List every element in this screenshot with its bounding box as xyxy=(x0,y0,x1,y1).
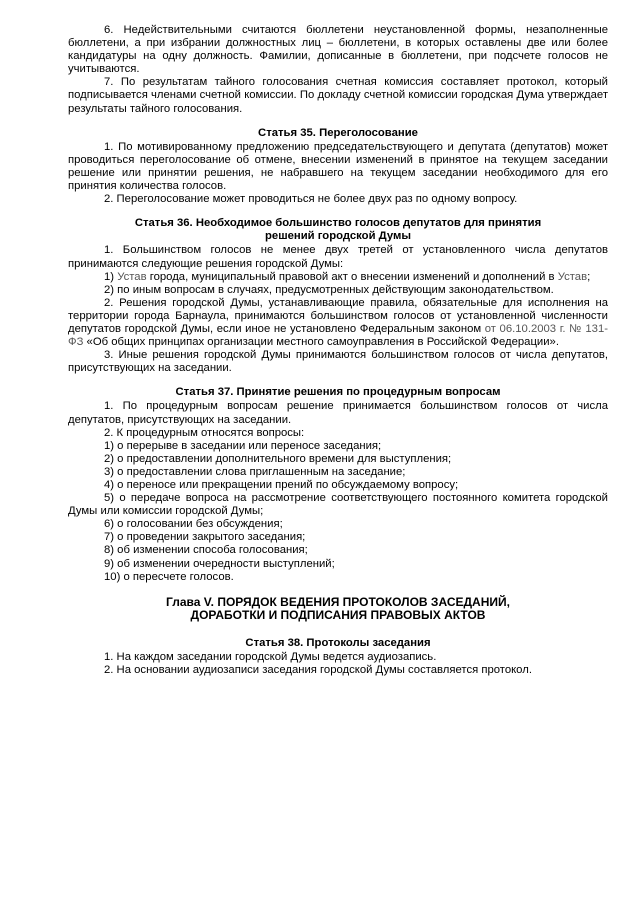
chapter-5-title xyxy=(68,596,608,623)
list-item: 7) о проведении закрытого заседания; xyxy=(104,531,306,544)
article-36-title-line-1: Статья 36. Необходимое большинство голосов депутатов для принятия xyxy=(134,217,542,230)
paragraph-7: 7. По результатам тайного голосования счетная комиссия составляет протокол, который подписывается членами счетной комиссии. По докладу счетной комиссии городская Дума утверждает результаты тайного голосования. xyxy=(68,76,608,115)
article-38-title: Статья 38. Протоколы заседания xyxy=(245,636,431,649)
article-37-paragraph-1: 1. По процедурным вопросам решение принимается большинством голосов от числа депутатов, присутствующих на заседании. xyxy=(68,400,608,426)
article-36-title-line-2: решений городской Думы xyxy=(265,230,411,243)
article-37-paragraph-2: 2. К процедурным относятся вопросы: xyxy=(104,426,305,439)
article-35-title: Статья 35. Переголосование xyxy=(258,126,418,139)
article-38-paragraph-1: 1. На каждом заседании городской Думы ведется аудиозапись. xyxy=(104,651,437,664)
article-35-paragraph-2: 2. Переголосование может проводиться не более двух раз по одному вопросу. xyxy=(104,193,518,206)
federal-law-link[interactable]: от 06.10.2003 г. № 131-ФЗ xyxy=(68,322,608,349)
list-item: 2) о предоставлении дополнительного времени для выступления; xyxy=(104,452,452,465)
list-item: 8) об изменении способа голосования; xyxy=(104,544,308,557)
charter-link[interactable]: Устав xyxy=(117,270,147,283)
article-37-title: Статья 37. Принятие решения по процедурным вопросам xyxy=(175,386,501,399)
article-36-item-2: 2) по иным вопросам в случаях, предусмотренных действующим законодательством. xyxy=(104,283,554,296)
article-35-paragraph-1: 1. По мотивированному предложению председательствующего и депутата (депутатов) может проводиться переголосование об отмене, внесении изменений в принятое на текущем заседании решение или принятии решения, не набравшего на текущем заседании необходимого для его принятия количества голосов. xyxy=(68,140,608,193)
chapter-5-title-line-1: Глава V. ПОРЯДОК ВЕДЕНИЯ ПРОТОКОЛОВ ЗАСЕДАНИЙ, xyxy=(166,594,510,609)
document-page xyxy=(68,24,608,677)
article-36-item-1: 1) Устав города, муниципальный правовой акт о внесении изменений и дополнений в Устав; xyxy=(104,270,591,283)
article-36-paragraph-1: 1. Большинством голосов не менее двух третей от установленного числа депутатов принимаются следующие решения городской Думы: xyxy=(68,244,608,270)
list-item: 9) об изменении очередности выступлений; xyxy=(104,557,335,570)
article-36-paragraph-3: 3. Иные решения городской Думы принимаются большинством голосов от числа депутатов, присутствующих на заседании. xyxy=(68,349,608,375)
list-item: 10) о пересчете голосов. xyxy=(104,570,234,583)
list-item: 3) о предоставлении слова приглашенным на заседание; xyxy=(104,465,406,478)
article-36-title xyxy=(68,217,608,243)
list-item: 5) о передаче вопроса на рассмотрение соответствующего постоянного комитета городской Думы или комиссии городской Думы; xyxy=(68,492,608,518)
list-item: 1) о перерыве в заседании или переносе заседания; xyxy=(104,439,382,452)
list-item: 4) о переносе или прекращении прений по обсуждаемому вопросу; xyxy=(104,479,459,491)
article-38-paragraph-2: 2. На основании аудиозаписи заседания городской Думы составляется протокол. xyxy=(104,664,532,677)
article-36-paragraph-2: 2. Решения городской Думы, устанавливающие правила, обязательные для исполнения на территории города Барнаула, принимаются большинством голосов от установленной численности депутатов городской Думы, если иное не установлено Федеральным законом от 06.10.2003 г. № 131-ФЗ «Об общих принципах организации местного самоуправления в Российской Федерации». xyxy=(68,296,608,349)
list-item: 6) о голосовании без обсуждения; xyxy=(104,518,283,531)
paragraph-6: 6. Недействительными считаются бюллетени неустановленной формы, незаполненные бюллетени, а при избрании должностных лиц – бюллетени, в которых оставлены две или более кандидатуры на одну должность. Фамилии, дописанные в бюллетени, при подсчете голосов не учитываются. xyxy=(68,24,608,76)
charter-link[interactable]: Устав xyxy=(557,270,588,283)
chapter-5-title-line-2: ДОРАБОТКИ И ПОДПИСАНИЯ ПРАВОВЫХ АКТОВ xyxy=(190,608,486,623)
